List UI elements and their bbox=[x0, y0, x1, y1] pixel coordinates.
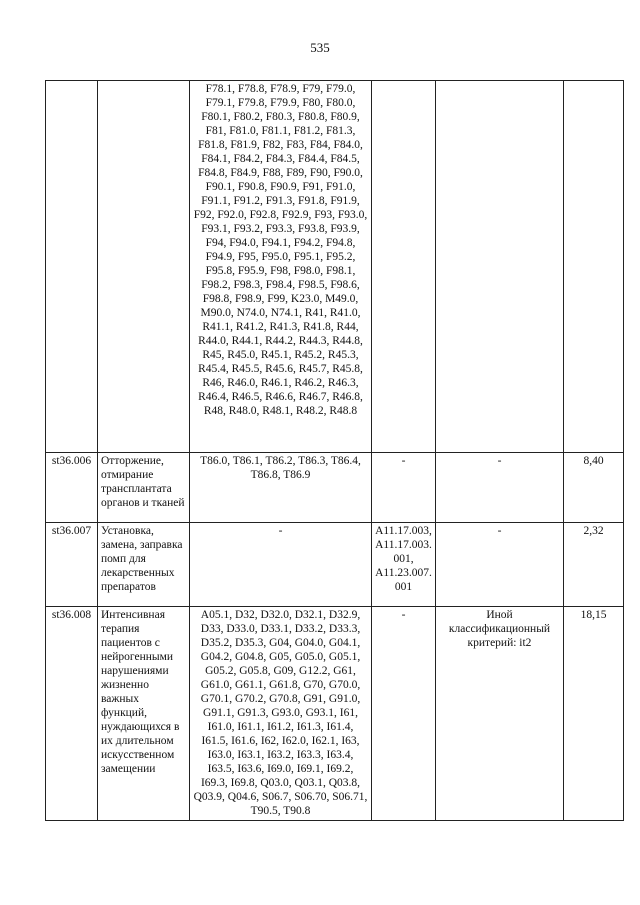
coefficient-cell bbox=[564, 81, 624, 453]
criteria-cell: - bbox=[436, 523, 564, 607]
diagnosis-codes-cell: - bbox=[190, 523, 372, 607]
diagnosis-codes-cell: T86.0, T86.1, T86.2, T86.3, T86.4, T86.8, T86.9 bbox=[190, 453, 372, 523]
table-row bbox=[46, 453, 624, 523]
criteria-cell: Иной классификационный критерий: it2 bbox=[436, 607, 564, 821]
table-row bbox=[46, 523, 624, 607]
group-name-cell bbox=[98, 81, 190, 453]
service-codes-cell bbox=[372, 81, 436, 453]
service-codes-cell: - bbox=[372, 607, 436, 821]
page-number: 535 bbox=[310, 40, 330, 55]
group-name-cell: Интенсивная терапия пациентов с нейрогенными нарушениями жизненно важных функций, нуждающихся в их длительном искусственном замещении bbox=[98, 607, 190, 821]
group-code-cell bbox=[46, 81, 98, 453]
table-row bbox=[46, 81, 624, 453]
group-code-cell: st36.006 bbox=[46, 453, 98, 523]
tariff-table bbox=[45, 80, 624, 821]
diagnosis-codes-cell: F78.1, F78.8, F78.9, F79, F79.0, F79.1, F79.8, F79.9, F80, F80.0, F80.1, F80.2, F80.3, F80.8, F80.9, F81, F81.0, F81.1, F81.2, F81.3, F81.8, F81.9, F82, F83, F84, F84.0, F84.1, F84.2, F84.3, F84.4, F84.5, F84.8, F84.9, F88, F89, F90, F90.0, F90.1, F90.8, F90.9, F91, F91.0, F91.1, F91.2, F91.3, F91.8, F91.9, F92, F92.0, F92.8, F92.9, F93, F93.0, F93.1, F93.2, F93.3, F93.8, F93.9, F94, F94.0, F94.1, F94.2, F94.8, F94.9, F95, F95.0, F95.1, F95.2, F95.8, F95.9, F98, F98.0, F98.1, F98.2, F98.3, F98.4, F98.5, F98.6, F98.8, F98.9, F99, K23.0, M49.0, M90.0, N74.0, N74.1, R41, R41.0, R41.1, R41.2, R41.3, R41.8, R44, R44.0, R44.1, R44.2, R44.3, R44.8, R45, R45.0, R45.1, R45.2, R45.3, R45.4, R45.5, R45.6, R45.7, R45.8, R46, R46.0, R46.1, R46.2, R46.3, R46.4, R46.5, R46.6, R46.7, R46.8, R48, R48.0, R48.1, R48.2, R48.8 bbox=[190, 81, 372, 453]
criteria-cell bbox=[436, 81, 564, 453]
service-codes-cell: - bbox=[372, 453, 436, 523]
table-row bbox=[46, 607, 624, 821]
group-code-cell: st36.007 bbox=[46, 523, 98, 607]
group-name-cell: Отторжение, отмирание трансплантата органов и тканей bbox=[98, 453, 190, 523]
coefficient-cell: 18,15 bbox=[564, 607, 624, 821]
diagnosis-codes-cell: A05.1, D32, D32.0, D32.1, D32.9, D33, D33.0, D33.1, D33.2, D33.3, D35.2, D35.3, G04, G04.0, G04.1, G04.2, G04.8, G05, G05.0, G05.1, G05.2, G05.8, G09, G12.2, G61, G61.0, G61.1, G61.8, G70, G70.0, G70.1, G70.2, G70.8, G91, G91.0, G91.1, G91.3, G93.0, G93.1, I61, I61.0, I61.1, I61.2, I61.3, I61.4, I61.5, I61.6, I62, I62.0, I62.1, I63, I63.0, I63.1, I63.2, I63.3, I63.4, I63.5, I63.6, I69.0, I69.1, I69.2, I69.3, I69.8, Q03.0, Q03.1, Q03.8, Q03.9, Q04.6, S06.7, S06.70, S06.71, T90.5, T90.8 bbox=[190, 607, 372, 821]
group-code-cell: st36.008 bbox=[46, 607, 98, 821]
coefficient-cell: 2,32 bbox=[564, 523, 624, 607]
criteria-cell: - bbox=[436, 453, 564, 523]
group-name-cell: Установка, замена, заправка помп для лекарственных препаратов bbox=[98, 523, 190, 607]
coefficient-cell: 8,40 bbox=[564, 453, 624, 523]
service-codes-cell: A11.17.003, A11.17.003.001, A11.23.007.001 bbox=[372, 523, 436, 607]
